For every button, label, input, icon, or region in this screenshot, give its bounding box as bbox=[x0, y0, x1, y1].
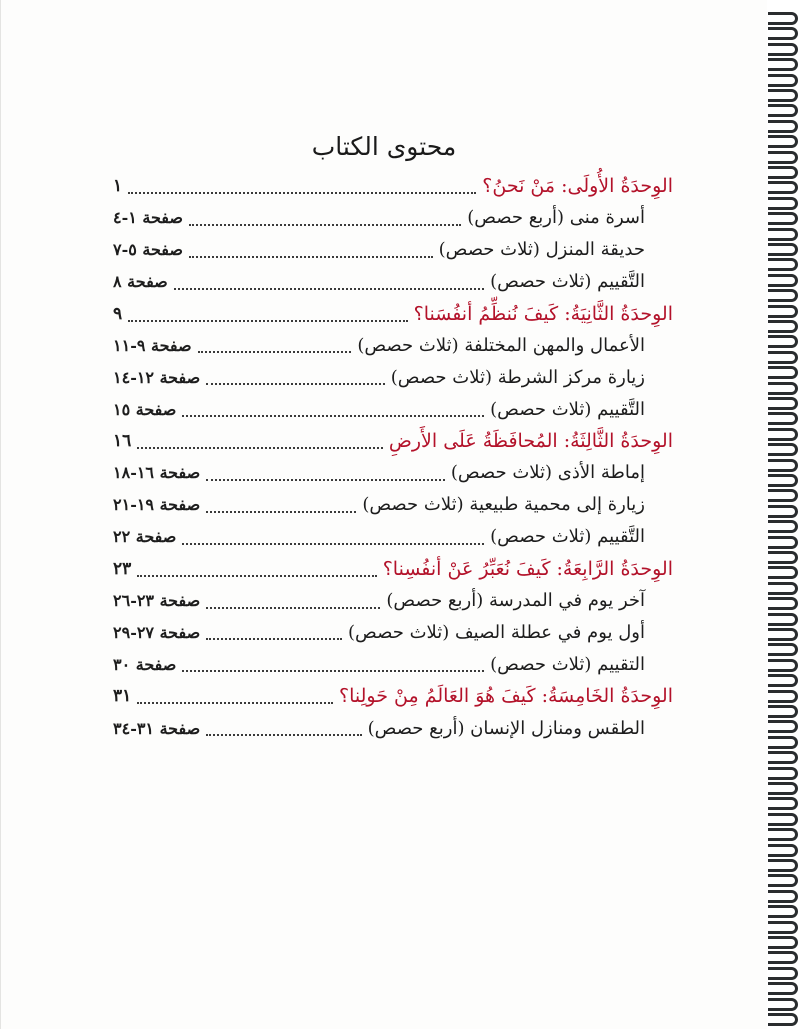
binding-coil bbox=[768, 767, 798, 780]
toc-entry bbox=[113, 361, 673, 393]
binding-coil bbox=[768, 643, 798, 656]
binding-coil bbox=[768, 890, 798, 903]
toc-entry-page: ٢٣ bbox=[113, 558, 132, 579]
toc-entry-label: أسرة منى (أربع حصص) bbox=[467, 207, 645, 229]
page-title: محتوى الكتاب bbox=[311, 132, 457, 161]
toc-entry-label: التَّقييم (ثلاث حصص) bbox=[490, 271, 645, 293]
toc-entry-label: زيارة إلى محمية طبيعية (ثلاث حصص) bbox=[362, 494, 645, 516]
toc-entry-page: صفحة ١٩-٢١ bbox=[113, 495, 201, 515]
binding-coil bbox=[768, 289, 798, 302]
binding-coil bbox=[768, 197, 798, 210]
binding-coil bbox=[768, 628, 798, 641]
toc-entry bbox=[113, 425, 673, 457]
dot-leader bbox=[137, 561, 376, 577]
dot-leader bbox=[206, 624, 342, 640]
dot-leader bbox=[206, 465, 445, 481]
binding-coil bbox=[768, 397, 798, 410]
binding-coil bbox=[768, 674, 798, 687]
dot-leader bbox=[182, 656, 484, 672]
toc-entry-page: صفحة ٥-٧ bbox=[113, 240, 183, 260]
binding-coil bbox=[768, 736, 798, 749]
toc-entry-page: صفحة ٩-١١ bbox=[113, 335, 192, 355]
binding-coil bbox=[768, 936, 798, 949]
binding-coil bbox=[768, 243, 798, 256]
toc-entry-page: صفحة ١٦-١٨ bbox=[113, 463, 201, 483]
toc-entry bbox=[113, 553, 673, 585]
toc-entry bbox=[113, 648, 673, 680]
binding-coil bbox=[768, 505, 798, 518]
toc-entry-label: الوِحدَةُ الأُولَى: مَنْ نَحنُ؟ bbox=[482, 174, 673, 197]
toc-entry bbox=[113, 393, 673, 425]
binding-coil bbox=[768, 89, 798, 102]
dot-leader bbox=[137, 688, 333, 704]
binding-coil bbox=[768, 166, 798, 179]
toc-entry-label: آخر يوم في المدرسة (أربع حصص) bbox=[386, 590, 645, 612]
binding-coil bbox=[768, 982, 798, 995]
binding-coil bbox=[768, 320, 798, 333]
dot-leader bbox=[206, 369, 385, 385]
dot-leader bbox=[189, 242, 433, 258]
dot-leader bbox=[206, 497, 356, 513]
toc-entry-label: الوِحدَةُ الخَامِسَةُ: كَيفَ هُوَ العَالَمُ مِنْ حَولِنا؟ bbox=[339, 685, 673, 708]
binding-coil bbox=[768, 335, 798, 348]
binding-coil bbox=[768, 582, 798, 595]
binding-coil bbox=[768, 844, 798, 857]
binding-coil bbox=[768, 305, 798, 318]
binding-coil bbox=[768, 443, 798, 456]
toc-entry-page: صفحة ٢٧-٢٩ bbox=[113, 622, 201, 642]
toc-entry-label: الوِحدَةُ الرَّابِعَةُ: كَيفَ نُعَبِّرُ عَنْ أنفُسِنا؟ bbox=[382, 557, 673, 580]
binding-coil bbox=[768, 74, 798, 87]
dot-leader bbox=[206, 720, 361, 736]
binding-coil bbox=[768, 520, 798, 533]
table-of-contents bbox=[113, 170, 673, 744]
binding-coil bbox=[768, 921, 798, 934]
binding-coil bbox=[768, 27, 798, 40]
toc-entry-page: ٣١ bbox=[113, 686, 132, 707]
binding-coil bbox=[768, 212, 798, 225]
binding-coil bbox=[768, 720, 798, 733]
binding-coil bbox=[768, 489, 798, 502]
binding-coil bbox=[768, 967, 798, 980]
toc-entry bbox=[113, 266, 673, 298]
toc-entry-label: الطقس ومنازل الإنسان (أربع حصص) bbox=[367, 717, 645, 739]
toc-entry bbox=[113, 170, 673, 202]
spiral-binding bbox=[766, 0, 800, 1029]
binding-coil bbox=[768, 566, 798, 579]
toc-entry-label: حديقة المنزل (ثلاث حصص) bbox=[438, 239, 645, 261]
dot-leader bbox=[174, 274, 484, 290]
toc-entry bbox=[113, 202, 673, 234]
toc-entry bbox=[113, 712, 673, 744]
dot-leader bbox=[198, 337, 352, 353]
binding-coil bbox=[768, 43, 798, 56]
toc-entry bbox=[113, 298, 673, 330]
binding-coil bbox=[768, 751, 798, 764]
toc-entry-label: الوِحدَةُ الثَّالِثَةُ: المُحافَظَةُ عَلَى الأَرضِ bbox=[388, 430, 673, 453]
binding-coil bbox=[768, 120, 798, 133]
toc-entry-label: إماطة الأذى (ثلاث حصص) bbox=[450, 462, 645, 484]
toc-entry bbox=[113, 521, 673, 553]
binding-coil bbox=[768, 874, 798, 887]
binding-coil bbox=[768, 382, 798, 395]
toc-entry bbox=[113, 329, 673, 361]
toc-entry-page: صفحة ٢٣-٢٦ bbox=[113, 591, 201, 611]
toc-entry-page: صفحة ٨ bbox=[113, 272, 168, 292]
binding-coil bbox=[768, 536, 798, 549]
dot-leader bbox=[182, 401, 484, 417]
binding-coil bbox=[768, 951, 798, 964]
toc-entry-page: صفحة ٣١-٣٤ bbox=[113, 718, 201, 738]
toc-entry-page: صفحة ٢٢ bbox=[113, 527, 177, 547]
dot-leader bbox=[206, 593, 380, 609]
binding-coil bbox=[768, 859, 798, 872]
binding-coil bbox=[768, 151, 798, 164]
toc-entry-page: ١ bbox=[113, 175, 123, 196]
toc-entry-page: صفحة ١-٤ bbox=[113, 208, 183, 228]
toc-entry-page: صفحة ١٢-١٤ bbox=[113, 367, 201, 387]
binding-coil bbox=[768, 705, 798, 718]
toc-entry-label: التَّقييم (ثلاث حصص) bbox=[490, 526, 645, 548]
binding-coil bbox=[768, 428, 798, 441]
binding-coil bbox=[768, 258, 798, 271]
binding-coil bbox=[768, 181, 798, 194]
toc-entry-label: أول يوم في عطلة الصيف (ثلاث حصص) bbox=[348, 621, 645, 643]
binding-coil bbox=[768, 690, 798, 703]
binding-coil bbox=[768, 797, 798, 810]
binding-coil bbox=[768, 998, 798, 1011]
toc-entry-page: ١٦ bbox=[113, 431, 132, 452]
toc-entry-label: زيارة مركز الشرطة (ثلاث حصص) bbox=[390, 366, 645, 388]
binding-coil bbox=[768, 459, 798, 472]
binding-coil bbox=[768, 1013, 798, 1026]
dot-leader bbox=[137, 433, 383, 449]
toc-entry-label: التَّقييم (ثلاث حصص) bbox=[490, 398, 645, 420]
binding-coil bbox=[768, 412, 798, 425]
dot-leader bbox=[189, 210, 461, 226]
toc-entry bbox=[113, 616, 673, 648]
binding-coil bbox=[768, 597, 798, 610]
binding-coil bbox=[768, 366, 798, 379]
binding-coil bbox=[768, 905, 798, 918]
dot-leader bbox=[182, 529, 484, 545]
binding-coil bbox=[768, 58, 798, 71]
binding-coil bbox=[768, 782, 798, 795]
binding-coil bbox=[768, 474, 798, 487]
binding-coil bbox=[768, 228, 798, 241]
toc-entry-page: صفحة ١٥ bbox=[113, 399, 177, 419]
binding-coil bbox=[768, 813, 798, 826]
dot-leader bbox=[128, 306, 408, 322]
toc-entry bbox=[113, 680, 673, 712]
binding-coil bbox=[768, 551, 798, 564]
toc-entry bbox=[113, 585, 673, 617]
binding-coil bbox=[768, 12, 798, 25]
toc-entry-label: الوِحدَةُ الثَّانِيَةُ: كَيفَ نُنظِّمُ أنفُسَنا؟ bbox=[413, 302, 673, 325]
binding-coil bbox=[768, 659, 798, 672]
binding-coil bbox=[768, 274, 798, 287]
toc-entry-label: التقييم (ثلاث حصص) bbox=[490, 653, 645, 675]
binding-coil bbox=[768, 613, 798, 626]
binding-coil bbox=[768, 828, 798, 841]
toc-entry-label: الأعمال والمهن المختلفة (ثلاث حصص) bbox=[357, 334, 645, 356]
toc-entry bbox=[113, 489, 673, 521]
binding-coil bbox=[768, 104, 798, 117]
binding-coil bbox=[768, 135, 798, 148]
dot-leader bbox=[128, 178, 476, 194]
toc-entry bbox=[113, 457, 673, 489]
toc-entry bbox=[113, 234, 673, 266]
toc-entry-page: ٩ bbox=[113, 303, 123, 324]
binding-coil bbox=[768, 351, 798, 364]
toc-entry-page: صفحة ٣٠ bbox=[113, 654, 177, 674]
